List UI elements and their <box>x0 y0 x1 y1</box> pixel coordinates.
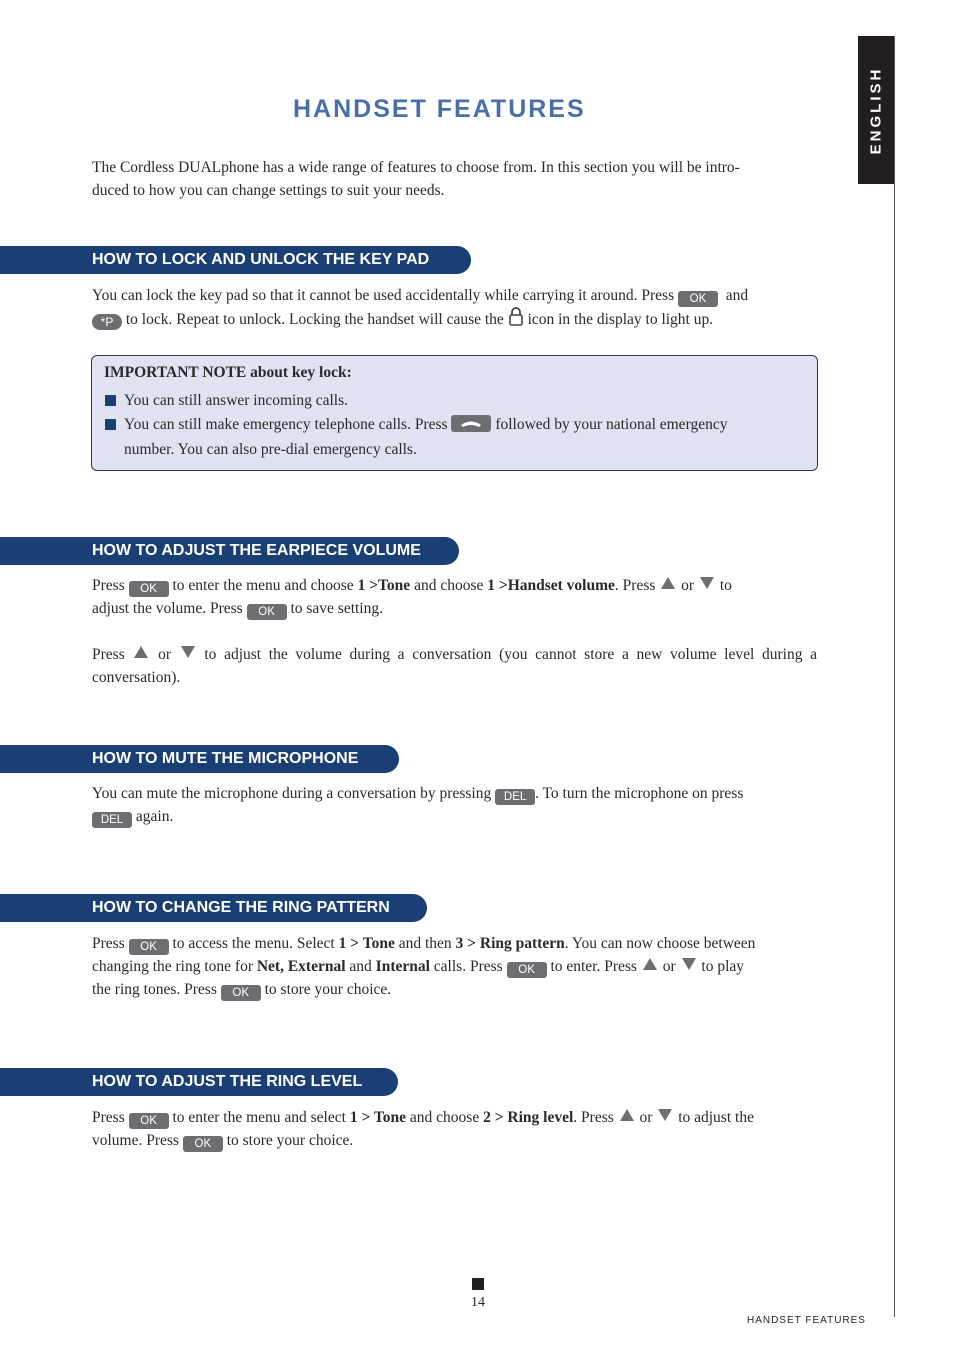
lock-paragraph <box>92 284 817 331</box>
footer-square-icon <box>472 1278 484 1290</box>
intro-line-1: The Cordless DUALphone has a wide range of features to choose from. In this section you will be intro- <box>92 159 740 176</box>
section-heading-mute-text: HOW TO MUTE THE MICROPHONE <box>92 750 359 767</box>
text: to enter the menu and choose <box>172 577 354 594</box>
menu-path: 1 >Handset volume <box>487 577 615 594</box>
section-heading-mute <box>0 745 399 773</box>
section-heading-lock <box>0 246 471 274</box>
phone-call-key-icon <box>451 415 491 432</box>
ring-level-line-1 <box>92 1106 817 1129</box>
ok-key-icon: OK <box>183 1136 223 1152</box>
lock-text-4: icon in the display to light up. <box>527 311 714 328</box>
text: . You can now choose between <box>564 935 756 952</box>
text: the ring tones. Press <box>92 981 217 998</box>
menu-path: 1 > Tone <box>338 935 395 952</box>
text: Press <box>92 577 125 594</box>
note-bullet-2-text-a: You can still make emergency telephone calls. Press <box>124 416 448 433</box>
up-arrow-key-icon <box>661 577 675 589</box>
bullet-square-icon <box>105 395 116 406</box>
note-bullet-1: You can still answer incoming calls. <box>124 392 349 409</box>
del-key-icon: DEL <box>495 789 535 805</box>
text: and choose <box>414 577 484 594</box>
text: to store your choice. <box>264 981 392 998</box>
down-arrow-key-icon <box>181 646 195 658</box>
volume-line-1 <box>92 574 817 597</box>
up-arrow-key-icon <box>134 646 148 658</box>
important-note-title: IMPORTANT NOTE about key lock: <box>104 364 352 381</box>
ok-key-icon: OK <box>129 1113 169 1129</box>
page-title: HANDSET FEATURES <box>293 95 586 123</box>
text: to access the menu. Select <box>172 935 335 952</box>
note-bullet-2-text-b: followed by your national emergency <box>495 416 728 433</box>
note-bullet-2-cont: number. You can also pre-dial emergency calls. <box>124 441 417 458</box>
text: or <box>681 577 695 594</box>
text: again. <box>135 808 174 825</box>
mute-line-1 <box>92 782 817 805</box>
ok-key-icon: OK <box>507 962 547 978</box>
section-heading-ring-pattern-text: HOW TO CHANGE THE RING PATTERN <box>92 899 390 916</box>
ring-pattern-line-2 <box>92 955 822 978</box>
mute-paragraph <box>92 782 817 828</box>
menu-path: 3 > Ring pattern <box>455 935 565 952</box>
section-heading-ring-pattern <box>0 894 427 922</box>
text: . Press <box>573 1109 614 1126</box>
bullet-square-icon <box>105 419 116 430</box>
text: or <box>639 1109 653 1126</box>
page-number: 14 <box>471 1295 485 1310</box>
up-arrow-key-icon <box>620 1109 634 1121</box>
volume-paragraph-2 <box>92 643 817 689</box>
volume-paragraph-1 <box>92 574 817 620</box>
text: . To turn the microphone on press <box>535 785 744 802</box>
down-arrow-key-icon <box>682 958 696 970</box>
ok-key-icon: OK <box>221 985 261 1001</box>
ring-pattern-line-3 <box>92 978 822 1001</box>
text: calls. Press <box>433 958 503 975</box>
option-name: Net, External <box>256 958 346 975</box>
text: to <box>719 577 732 594</box>
text: to play <box>701 958 745 975</box>
menu-path: 1 >Tone <box>357 577 411 594</box>
text: to enter the menu and select <box>172 1109 346 1126</box>
lock-text-2: and <box>725 287 749 304</box>
intro-paragraph <box>92 156 817 202</box>
text: volume. Press <box>92 1132 179 1149</box>
star-p-key-icon: *P <box>92 314 122 330</box>
lock-line-1 <box>92 284 817 307</box>
footer-section-label: HANDSET FEATURES <box>747 1315 866 1326</box>
text: Press <box>92 646 125 663</box>
text: adjust the volume. Press <box>92 600 243 617</box>
up-arrow-key-icon <box>643 958 657 970</box>
text: to save setting. <box>290 600 383 617</box>
padlock-icon <box>508 307 524 326</box>
ring-level-line-2 <box>92 1129 817 1152</box>
text: Press <box>92 935 125 952</box>
ok-key-icon: OK <box>129 581 169 597</box>
text: or <box>158 646 171 663</box>
text: to adjust the <box>678 1109 754 1126</box>
menu-path: 2 > Ring level <box>483 1109 574 1126</box>
text: conversation). <box>92 669 181 686</box>
text: and choose <box>409 1109 480 1126</box>
language-tab-label: ENGLISH <box>867 66 885 154</box>
menu-path: 1 > Tone <box>349 1109 407 1126</box>
ring-pattern-line-1 <box>92 932 822 955</box>
lock-text-3: to lock. Repeat to unlock. Locking the handset will cause the <box>125 311 504 328</box>
section-heading-ring-level-text: HOW TO ADJUST THE RING LEVEL <box>92 1073 363 1090</box>
section-heading-lock-text: HOW TO LOCK AND UNLOCK THE KEY PAD <box>92 251 430 268</box>
section-heading-ring-level <box>0 1068 398 1096</box>
language-tab-label-wrap <box>858 36 894 184</box>
lock-text-1: You can lock the key pad so that it cannot be used accidentally while carrying it around. Press <box>92 287 675 304</box>
section-heading-volume <box>0 537 459 565</box>
lock-line-2 <box>92 307 817 331</box>
text: You can mute the microphone during a conversation by pressing <box>92 785 492 802</box>
ring-pattern-paragraph <box>92 932 822 1001</box>
text: and <box>349 958 372 975</box>
section-heading-volume-text: HOW TO ADJUST THE EARPIECE VOLUME <box>92 542 421 559</box>
ring-level-paragraph <box>92 1106 817 1152</box>
ok-key-icon: OK <box>129 939 169 955</box>
text: Press <box>92 1109 125 1126</box>
text: changing the ring tone for <box>92 958 253 975</box>
text: . Press <box>614 577 656 594</box>
text: and then <box>398 935 452 952</box>
note-bullet-2 <box>124 412 804 437</box>
del-key-icon: DEL <box>92 812 132 828</box>
ok-key-icon: OK <box>678 291 718 307</box>
down-arrow-key-icon <box>658 1109 672 1121</box>
text: to store your choice. <box>226 1132 354 1149</box>
ok-key-icon: OK <box>247 604 287 620</box>
text: to adjust the volume during a conversation (you cannot store a new volume level during a <box>204 646 817 663</box>
mute-line-2 <box>92 805 817 828</box>
text: to enter. Press <box>550 958 637 975</box>
intro-line-2: duced to how you can change settings to suit your needs. <box>92 182 445 199</box>
down-arrow-key-icon <box>700 577 714 589</box>
text: or <box>662 958 676 975</box>
option-name: Internal <box>375 958 430 975</box>
margin-rule <box>894 36 895 1317</box>
volume-line-2 <box>92 597 817 620</box>
